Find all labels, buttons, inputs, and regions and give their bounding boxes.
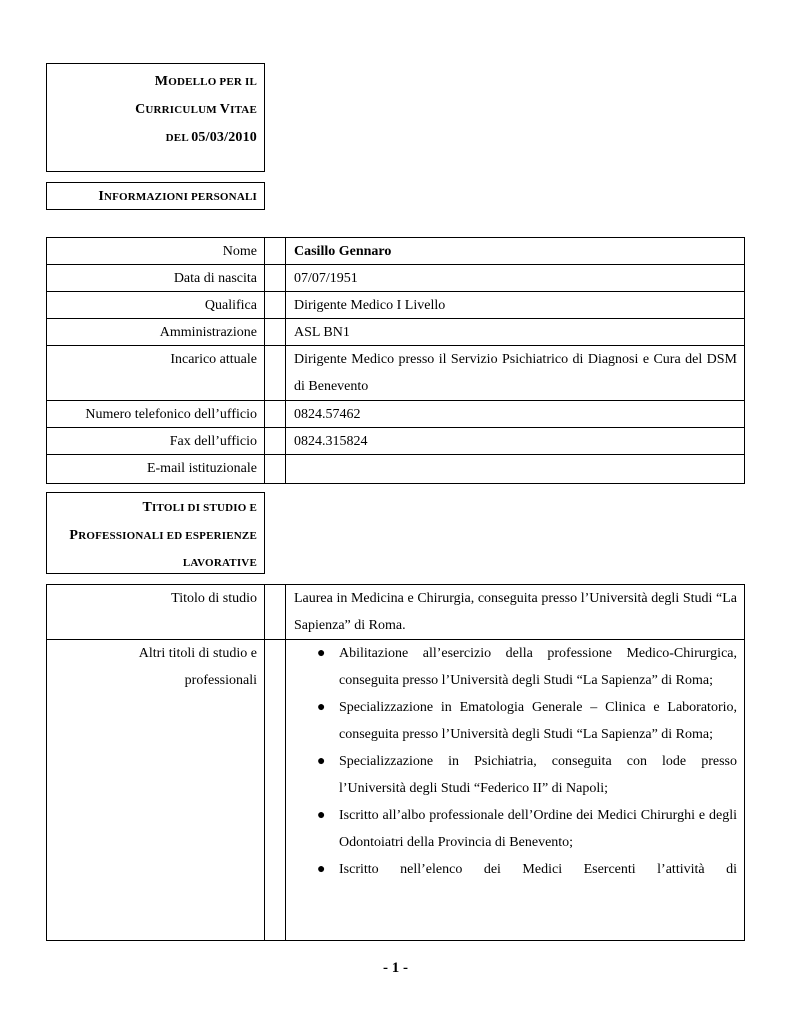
list-item-text: Abilitazione all’esercizio della professione Medico-Chirurgica, conseguita presso l’Università degli Studi “La Sapienza” di Roma;	[339, 646, 737, 688]
bullet-icon: ●	[317, 700, 326, 715]
label-telefono: Numero telefonico dell’ufficio	[46, 400, 265, 428]
list-item-text: Specializzazione in Ematologia Generale – Clinica e Laboratorio, conseguita presso l’Università degli Studi “La Sapienza” di Roma;	[339, 700, 737, 742]
list-item-text: Specializzazione in Psichiatria, conseguita con lode presso l’Università degli Studi “Federico II” di Napoli;	[339, 754, 737, 796]
list-item	[294, 802, 737, 856]
cv-title-line3: DEL 05/03/2010	[165, 130, 257, 145]
table-row	[46, 291, 745, 319]
label-email: E-mail istituzionale	[46, 454, 265, 484]
spacer-cell	[264, 264, 286, 292]
value-titolo-studio: Laurea in Medicina e Chirurgia, conseguita presso l’Università degli Studi “La Sapienza” di Roma.	[285, 584, 745, 640]
spacer-cell	[264, 400, 286, 428]
table-row	[46, 400, 745, 428]
list-item	[294, 640, 737, 694]
value-amministrazione: ASL BN1	[285, 318, 745, 346]
spacer-cell	[264, 291, 286, 319]
section2-line1: TITOLI DI STUDIO E	[142, 500, 257, 515]
cv-title-line2: CURRICULUM VITAE	[135, 102, 257, 117]
label-amministrazione: Amministrazione	[46, 318, 265, 346]
page-number: - 1 -	[383, 960, 408, 976]
cv-title-line1: MODELLO PER IL	[154, 74, 257, 89]
list-item	[294, 694, 737, 748]
label-incarico: Incarico attuale	[46, 345, 265, 401]
label-qualifica: Qualifica	[46, 291, 265, 319]
value-altri-titoli	[285, 639, 745, 941]
value-incarico: Dirigente Medico presso il Servizio Psichiatrico di Diagnosi e Cura del DSM di Benevento	[285, 345, 745, 401]
value-fax: 0824.315824	[285, 427, 745, 455]
value-qualifica: Dirigente Medico I Livello	[285, 291, 745, 319]
list-item-text: Iscritto nell’elenco dei Medici Esercenti l’attività di	[339, 862, 737, 877]
spacer-cell	[264, 345, 286, 401]
section2-line3: LAVORATIVE	[182, 557, 257, 569]
value-data-nascita: 07/07/1951	[285, 264, 745, 292]
value-nome: Casillo Gennaro	[285, 237, 745, 265]
spacer-cell	[264, 639, 286, 941]
label-altri-titoli	[46, 639, 265, 941]
list-item	[294, 748, 737, 802]
spacer-cell	[264, 427, 286, 455]
cv-title-box	[46, 63, 265, 172]
list-item-text: Iscritto all’albo professionale dell’Ordine dei Medici Chirurghi e degli Odontoiatri della Provincia di Benevento;	[339, 808, 737, 850]
bullet-icon: ●	[317, 862, 326, 877]
section-heading-personal: INFORMAZIONI PERSONALI	[46, 182, 265, 210]
section-heading-studies	[46, 492, 265, 574]
spacer-cell	[264, 454, 286, 484]
label-fax: Fax dell’ufficio	[46, 427, 265, 455]
value-telefono: 0824.57462	[285, 400, 745, 428]
table-row	[46, 454, 745, 484]
spacer-cell	[264, 318, 286, 346]
bullet-icon: ●	[317, 646, 326, 661]
bullet-icon: ●	[317, 754, 326, 769]
label-altri-titoli-text: Altri titoli di studio e professionali	[138, 646, 257, 688]
label-data-nascita: Data di nascita	[46, 264, 265, 292]
bullet-icon: ●	[317, 808, 326, 823]
table-row	[46, 264, 745, 292]
table-row	[46, 345, 745, 401]
table-row	[46, 318, 745, 346]
label-nome: Nome	[46, 237, 265, 265]
spacer-cell	[264, 237, 286, 265]
table-row	[46, 639, 745, 941]
altri-titoli-list	[294, 640, 737, 883]
table-row	[46, 584, 745, 640]
spacer-cell	[264, 584, 286, 640]
list-item	[294, 856, 737, 883]
value-email	[285, 454, 745, 484]
label-titolo-studio: Titolo di studio	[46, 584, 265, 640]
table-row	[46, 427, 745, 455]
table-row	[46, 237, 745, 265]
section2-line2: PROFESSIONALI ED ESPERIENZE	[69, 528, 257, 543]
